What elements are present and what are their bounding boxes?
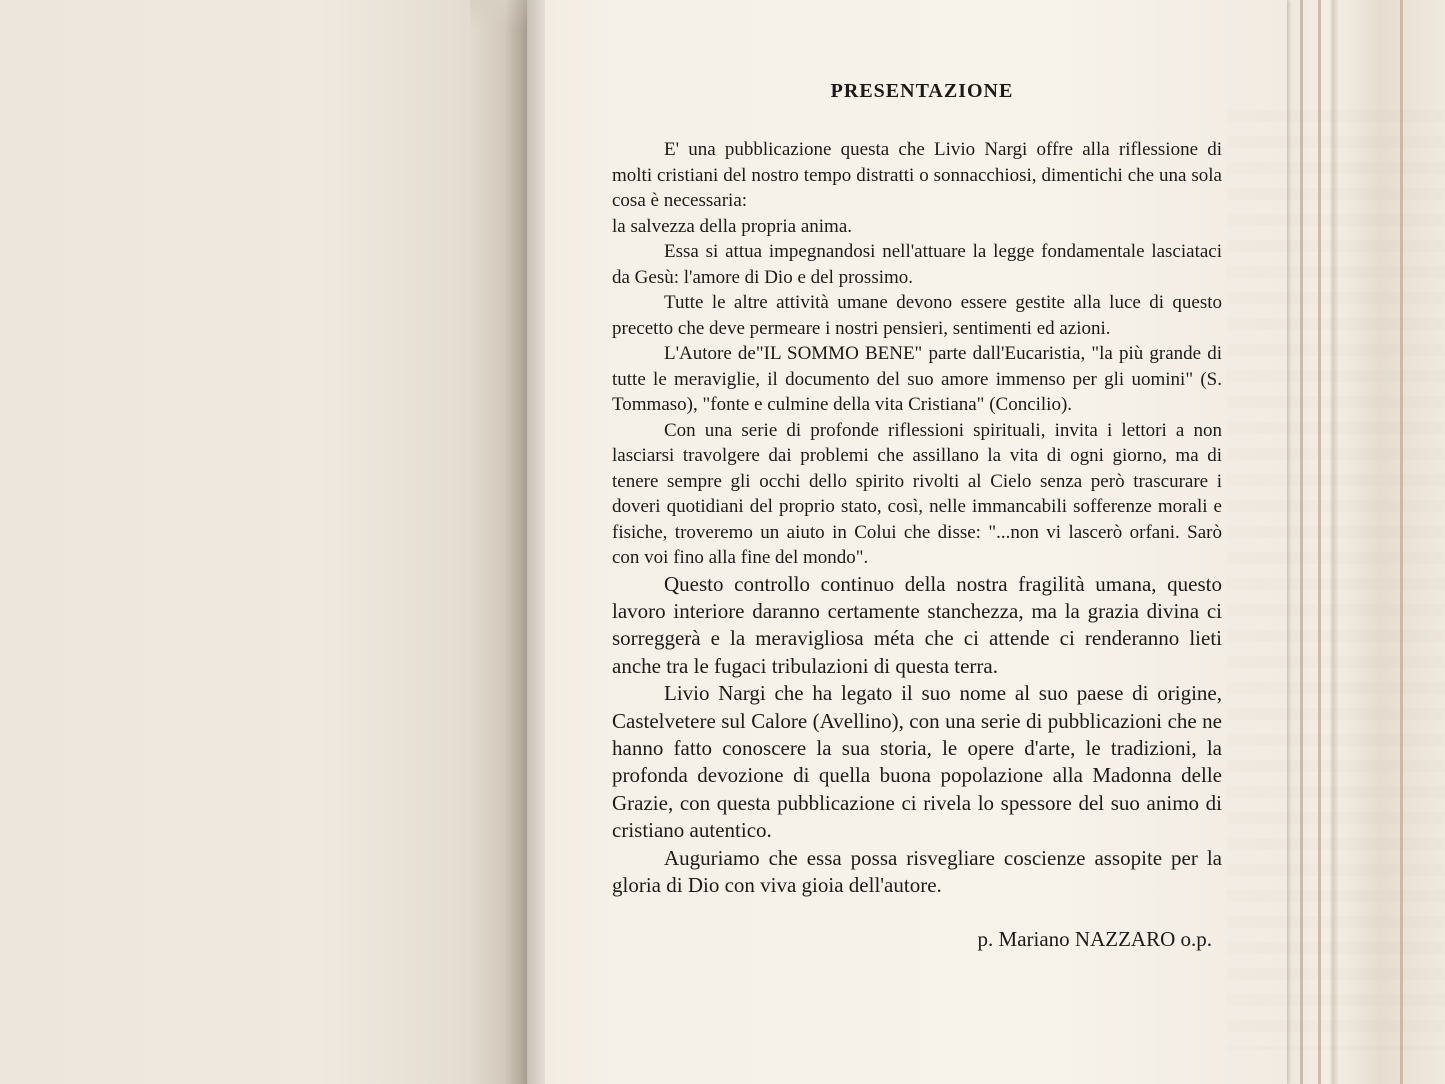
body-text: [612, 137, 1222, 899]
paragraph: Con una serie di profonde riflessioni spirituali, invita i lettori a non lasciarsi travolgere dai problemi che assillano la vita di ogni giorno, ma di tenere sempre gli occhi dello spirito rivolti al Cielo senza però trascurare i doveri quotidiani del proprio stato, così, nelle immancabili sofferenze morali e fisiche, troveremo un aiuto in Colui che disse: "...non vi lascerò orfani. Sarò con voi fino alla fine del mondo".: [612, 419, 1222, 568]
paragraph: Livio Nargi che ha legato il suo nome al suo paese di origine, Castelvetere sul Calore (Avellino), con una serie di pubblicazioni che ne hanno fatto conoscere la sua storia, le opere d'arte, le tradizioni, la profonda devozione di quella buona popolazione alla Madonna delle Grazie, con questa pubblicazione ci rivela lo spessore del suo animo di cristiano autentico.: [612, 681, 1222, 843]
page-title: PRESENTAZIONE: [830, 80, 1014, 102]
left-page-blank: [0, 0, 532, 1084]
paragraph: Essa si attua impegnandosi nell'attuare la legge fondamentale lasciataci da Gesù: l'amore di Dio e del prossimo.: [612, 241, 1222, 288]
paragraph: Tutte le altre attività umane devono essere gestite alla luce di questo precetto che deve permeare i nostri pensieri, sentimenti ed azioni.: [612, 292, 1222, 339]
paragraph: Auguriamo che essa possa risvegliare coscienze assopite per la gloria di Dio con viva gioia dell'autore.: [612, 845, 1222, 897]
paragraph: Questo controllo continuo della nostra fragilità umana, questo lavoro interiore daranno certamente stanchezza, ma la grazia divina ci sorreggerà e la meravigliosa méta che ci attende ci renderanno lieti anche tra le fugaci tribulazioni di questa terra.: [612, 571, 1222, 678]
signature: p. Mariano NAZZARO o.p.: [977, 927, 1212, 952]
paragraph: L'Autore de"IL SOMMO BENE" parte dall'Eucaristia, "la più grande di tutte le meraviglie, il documento del suo amore immenso per gli uomini" (S. Tommaso), "fonte e culmine della vita Cristiana" (Concilio).: [612, 343, 1222, 415]
book-gutter-shadow: [505, 0, 545, 1084]
right-page: [527, 0, 1287, 1084]
paragraph: la salvezza della propria anima.: [612, 215, 853, 237]
show-through-text: [1227, 110, 1445, 1050]
paragraph: E' una pubblicazione questa che Livio Nargi offre alla riflessione di molti cristiani del nostro tempo distratti o sonnacchiosi, dimentichi che una sola cosa è necessaria:: [612, 139, 1222, 211]
page-content: [612, 72, 1222, 952]
lower-text-block: [612, 571, 1222, 900]
